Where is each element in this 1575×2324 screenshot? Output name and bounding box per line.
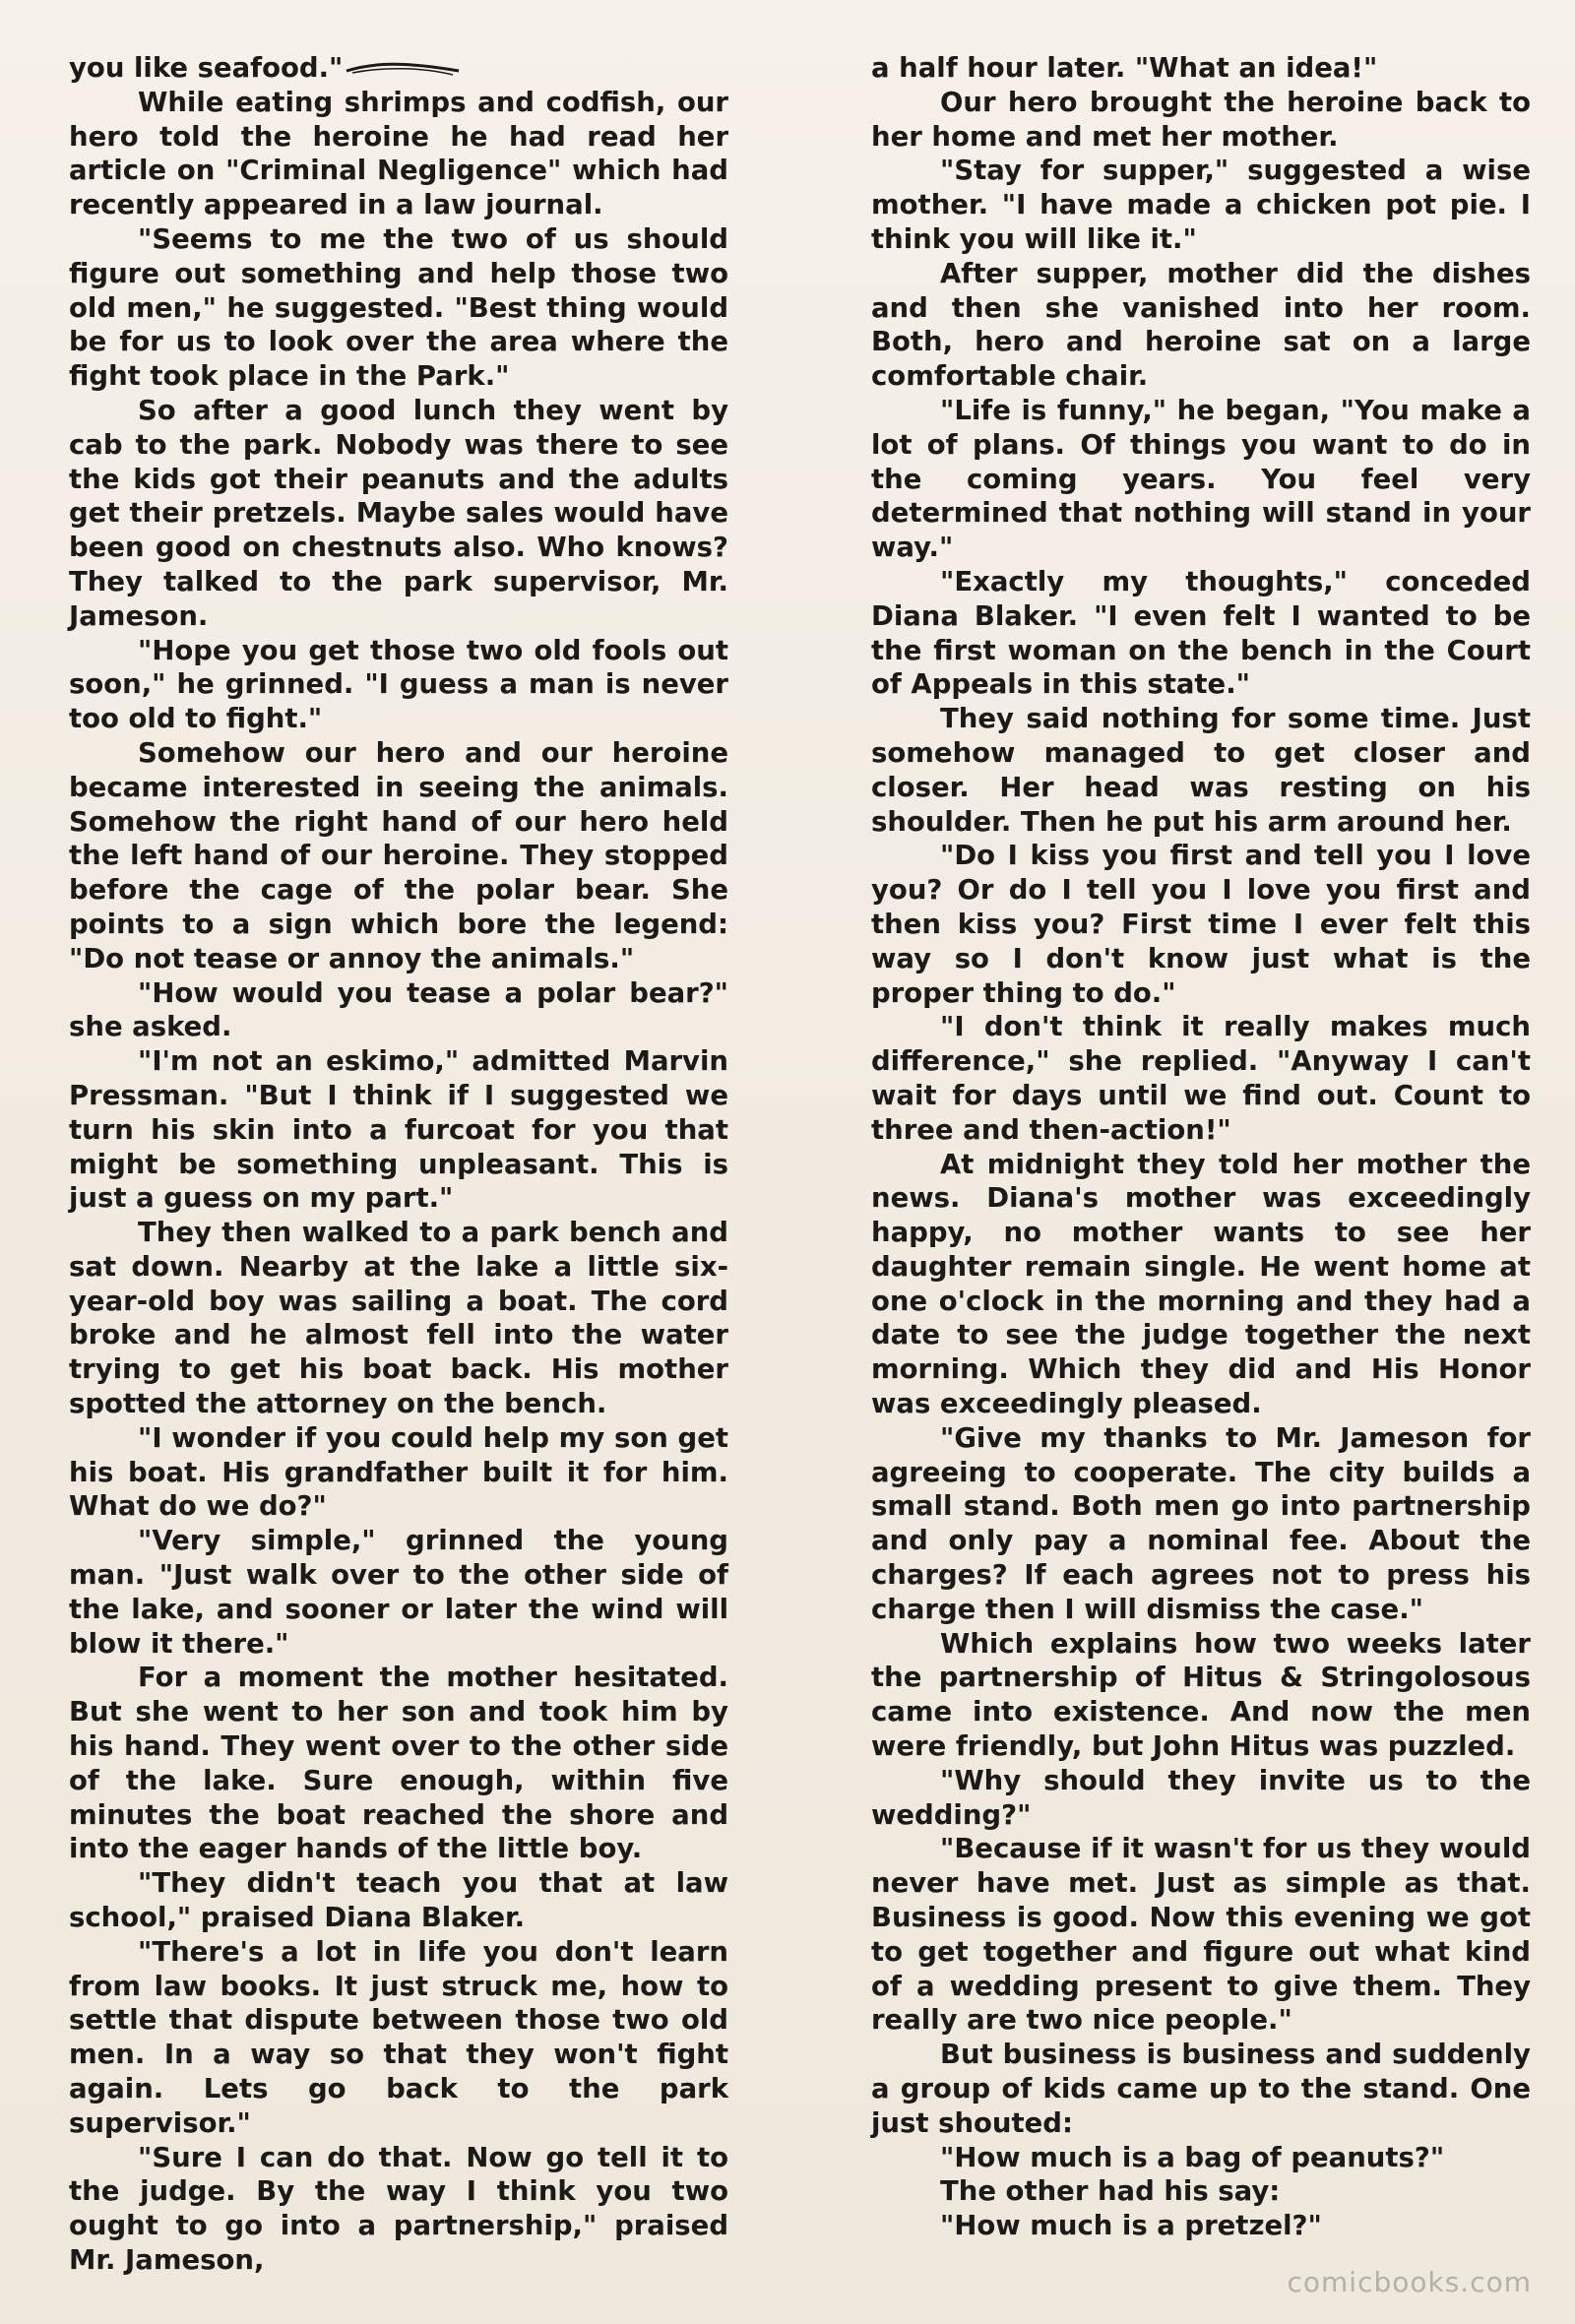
paragraph: "Very simple," grinned the young man. "Just walk over to the other side of the lake, and sooner or later the wind will blow it there." — [69, 1525, 728, 1660]
paragraph: "Seems to me the two of us should figure out something and help those two old men," he suggested. "Best thing would be for us to look over the area where the fight took place in the Park." — [69, 222, 728, 393]
paragraph: While eating shrimps and codfish, our hero told the heroine he had read her article on "Criminal Negligence" which had recently appeared in a law journal. — [69, 86, 728, 221]
paragraph: Our hero brought the heroine back to her home and met her mother. — [871, 86, 1531, 153]
paragraph: "I don't think it really makes much difference," she replied. "Anyway I can't wait for days until we find out. Count to three and then-action!" — [871, 1011, 1531, 1146]
paragraph: Which explains how two weeks later the partnership of Hitus & Stringolosous came into existence. And now the men were friendly, but John Hitus was puzzled. — [871, 1627, 1531, 1763]
paragraph: They said nothing for some time. Just somehow managed to get closer and closer. Her head was resting on his shoulder. Then he put his arm around her. — [871, 703, 1531, 838]
paragraph — [69, 51, 728, 86]
story-column-right — [871, 51, 1531, 2243]
paragraph: At midnight they told her mother the news. Diana's mother was exceedingly happy, no mother wants to see her daughter remain single. He went home at one o'clock in the morning and they had a date to see the judge together the next morning. Which they did and His Honor was exceedingly pleased. — [871, 1148, 1531, 1420]
paragraph: So after a good lunch they went by cab to the park. Nobody was there to see the kids got their peanuts and the adults get their pretzels. Maybe sales would have been good on chestnuts also. Who knows? They talked to the park supervisor, Mr. Jameson. — [69, 394, 728, 632]
paragraph: The other had his say: — [940, 2175, 1281, 2208]
paragraph: "I wonder if you could help my son get his boat. His grandfather built it for him. What do we do?" — [69, 1421, 728, 1523]
paragraph: "Exactly my thoughts," conceded Diana Blaker. "I even felt I wanted to be the first woman on the bench in the Court of Appeals in this state." — [871, 565, 1531, 701]
paragraph: "I'm not an eskimo," admitted Marvin Pressman. "But I think if I suggested we turn his skin into a furcoat for you that might be something unpleasant. This is just a guess on my part." — [69, 1045, 728, 1215]
paragraph: "Hope you get those two old fools out soon," he grinned. "I guess a man is never too old to fight." — [69, 634, 728, 735]
paragraph: "There's a lot in life you don't learn from law books. It just struck me, how to settle that dispute between those two old men. In a way so that they won't fight again. Lets go back to the park supervisor." — [69, 1935, 728, 2139]
paragraph: "Because if it wasn't for us they would never have met. Just as simple as that. Business is good. Now this evening we got to get together and figure out what kind of a wedding present to give them. They really are two nice people." — [871, 1833, 1531, 2037]
paragraph: Somehow our hero and our heroine became interested in seeing the animals. Somehow the right hand of our hero held the left hand of our heroine. They stopped before the cage of the polar bear. She points to a sign which bore the legend: "Do not tease or annoy the animals." — [69, 736, 728, 974]
paragraph: "Why should they invite us to the wedding?" — [871, 1764, 1531, 1831]
paragraph: But business is business and suddenly a group of kids came up to the stand. One just shouted: — [871, 2039, 1531, 2139]
paragraph: "Give my thanks to Mr. Jameson for agreeing to cooperate. The city builds a small stand. Both men go into partnership and only pay a nominal fee. About the charges? If each agrees not to press his charge then I will dismiss the case." — [871, 1421, 1531, 1625]
decorative-swash-icon — [343, 59, 461, 79]
paragraph: "How would you tease a polar bear?" she asked. — [69, 976, 728, 1043]
paragraph: "How much is a pretzel?" — [940, 2210, 1322, 2242]
paragraph: "How much is a bag of peanuts?" — [940, 2141, 1445, 2173]
paragraph: For a moment the mother hesitated. But she went to her son and took him by his hand. They went over to the other side of the lake. Sure enough, within five minutes the boat reached the shore and into the eager hands of the little boy. — [69, 1662, 728, 1865]
paragraph: After supper, mother did the dishes and then she vanished into her room. Both, hero and heroine sat on a large comfortable chair. — [871, 257, 1531, 393]
paragraph-text: you like seafood." — [69, 52, 344, 84]
paragraph: "Stay for supper," suggested a wise mother. "I have made a chicken pot pie. I think you will like it." — [871, 155, 1531, 255]
paragraph: "Life is funny," he began, "You make a lot of plans. Of things you want to do in the coming years. You feel very determined that nothing will stand in your way." — [871, 394, 1531, 564]
site-watermark: comicbooks.com — [1287, 2266, 1532, 2298]
story-column-left — [69, 51, 728, 2278]
paragraph: "Sure I can do that. Now go tell it to the judge. By the way I think you two ought to go into a partnership," praised Mr. Jameson, — [69, 2141, 728, 2276]
paragraph: "They didn't teach you that at law school," praised Diana Blaker. — [69, 1867, 728, 1934]
paragraph: "Do I kiss you first and tell you I love you? Or do I tell you I love you first and then kiss you? First time I ever felt this way so I don't know just what is the proper thing to do." — [871, 840, 1531, 1009]
paragraph: a half hour later. "What an idea!" — [871, 52, 1378, 84]
paragraph: They then walked to a park bench and sat down. Nearby at the lake a little six-year-old boy was sailing a boat. The cord broke and he almost fell into the water trying to get his boat back. His mother spotted the attorney on the bench. — [69, 1217, 728, 1420]
